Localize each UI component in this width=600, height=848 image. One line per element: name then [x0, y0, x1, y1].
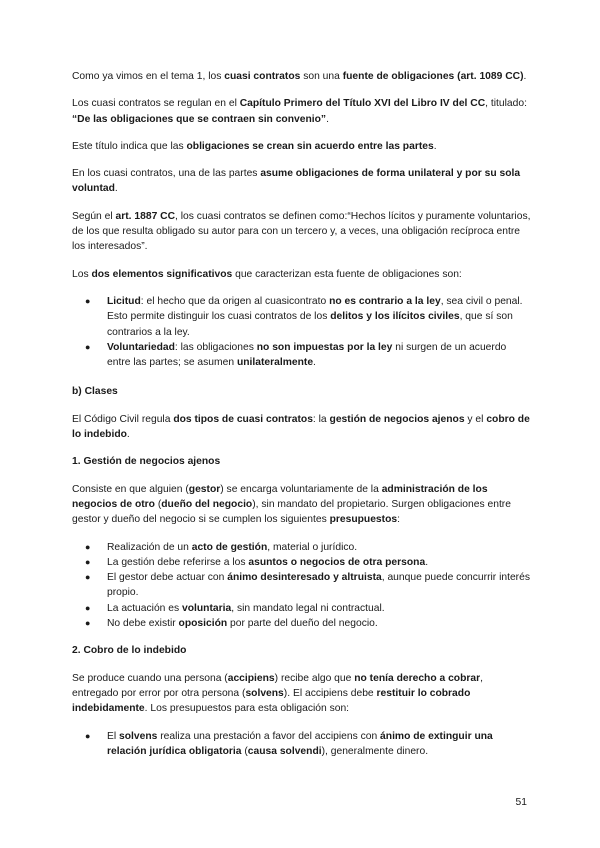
text-bold: “De las obligaciones que se contraen sin convenio”	[72, 113, 327, 125]
bullet-icon: ●	[85, 295, 91, 306]
text-run: , que sí son contrarios a la ley.	[107, 311, 513, 338]
bullet-icon: ●	[85, 618, 91, 629]
text-run: : las obligaciones	[174, 341, 257, 353]
text-run: El Código Civil regula	[72, 413, 174, 425]
presupuestos-list	[72, 540, 532, 632]
list-item	[85, 294, 532, 340]
heading-text: b) Clases	[72, 386, 118, 398]
text-bold: dos tipos de cuasi contratos	[173, 413, 313, 425]
text-run: (	[241, 745, 248, 757]
text-bold: voluntaria	[182, 602, 232, 614]
text-bold: oposición	[178, 618, 228, 630]
text-bold: asuntos o negocios de otra persona	[248, 556, 426, 568]
text-bold: solvens	[119, 730, 158, 742]
text-bold: unilateralmente	[236, 357, 314, 369]
text-bold: gestión de negocios ajenos	[329, 413, 465, 425]
text-run: En los cuasi contratos, una de las partes	[72, 168, 261, 180]
text-bold: restituir lo cobrado indebidamente	[72, 687, 471, 715]
text-run: , los cuasi contratos se definen como:“Hechos lícitos y puramente voluntarios, de los que resulta obligado su autor para con un tercero y, a veces, una obligación recíproca entre los interesados”.	[72, 210, 531, 253]
text-run: ) se encarga voluntariamente de la	[220, 483, 382, 495]
list-item	[85, 555, 532, 570]
paragraph-title-meaning	[72, 139, 532, 154]
text-run: y el	[464, 413, 487, 425]
list-item	[85, 540, 532, 555]
text-bold: presupuestos	[329, 514, 398, 526]
subsection-heading	[72, 454, 532, 469]
text-bold: no tenía derecho a cobrar	[354, 672, 481, 684]
list-item	[85, 601, 532, 616]
text-run: que caracterizan esta fuente de obligaciones son:	[232, 268, 462, 280]
text-run: .	[114, 183, 118, 195]
text-run: :	[397, 514, 400, 526]
heading-text: 2. Cobro de lo indebido	[72, 645, 187, 657]
page-number: 51	[515, 797, 527, 808]
text-run: .	[126, 429, 130, 441]
text-run: .	[523, 71, 527, 82]
text-bold: cobro de lo indebido	[72, 413, 530, 441]
text-run: , titulado:	[485, 98, 527, 110]
text-run: son una	[300, 71, 343, 82]
bullet-icon: ●	[85, 556, 91, 567]
text-bold: solvens	[245, 687, 284, 699]
text-run: , material o jurídico.	[267, 541, 358, 553]
text-run: .	[326, 113, 329, 125]
text-run: , entregado por error por otra persona (	[72, 672, 483, 699]
text-bold: no son impuestas por la ley	[256, 341, 393, 353]
text-run: La actuación es	[107, 602, 182, 614]
text-run: ) recibe algo que	[274, 672, 355, 684]
text-bold: Voluntariedad	[107, 341, 175, 353]
bullet-icon: ●	[85, 730, 91, 741]
text-run: Los	[72, 268, 92, 280]
text-run: No debe existir	[107, 618, 179, 630]
text-run: .	[425, 556, 429, 568]
paragraph-regulation	[72, 96, 532, 127]
text-bold: delitos y los ilícitos civiles	[330, 311, 460, 323]
text-run: Este título indica que las	[72, 140, 187, 152]
subsection-heading	[72, 643, 532, 658]
text-bold: acto de gestión	[191, 541, 268, 553]
text-run: ). El accipiens debe	[283, 687, 377, 699]
text-bold: ánimo desinteresado y altruista	[227, 572, 382, 584]
text-run: Según el	[72, 210, 116, 222]
list-item	[85, 570, 532, 601]
text-run: por parte del dueño del negocio.	[227, 618, 378, 630]
text-bold: administración de los negocios de otro	[72, 483, 488, 510]
text-bold: accipiens	[227, 672, 275, 684]
text-bold: cuasi contratos	[224, 71, 301, 82]
text-run: Se produce cuando una persona (	[72, 672, 228, 684]
text-run: Consiste en que alguien (	[72, 483, 189, 495]
text-run: El gestor debe actuar con	[107, 572, 228, 584]
text-bold: causa solvendi	[247, 745, 322, 757]
text-run: .	[313, 357, 316, 369]
text-run: La gestión debe referirse a los	[107, 556, 249, 568]
text-run: Como ya vimos en el tema 1, los	[72, 71, 225, 82]
paragraph-cobro	[72, 671, 532, 717]
text-bold: asume obligaciones de forma unilateral y por su sola voluntad	[72, 168, 521, 195]
text-bold: obligaciones se crean sin acuerdo entre las partes	[186, 140, 434, 152]
text-run: , sin mandato legal ni contractual.	[231, 602, 385, 614]
list-item	[85, 340, 532, 371]
text-run: Los cuasi contratos se regulan en el	[72, 98, 240, 110]
list-item	[85, 616, 532, 631]
text-bold: ánimo de extinguir una relación jurídica obligatoria	[107, 730, 493, 757]
paragraph-types	[72, 412, 532, 443]
text-bold: Capítulo Primero del Título XVI del Libro IV del CC	[239, 98, 486, 110]
elements-list	[72, 294, 532, 370]
text-run: , aunque puede concurrir interés propio.	[107, 572, 530, 599]
paragraph-elements	[72, 267, 532, 282]
text-bold: art. 1887 CC	[115, 210, 176, 222]
text-run: , sea civil o penal. Esto permite distinguir los cuasi contratos de los	[107, 295, 523, 323]
text-run: . Los presupuestos para esta obligación son:	[144, 703, 350, 715]
text-run: .	[433, 140, 437, 152]
text-run: ni surgen de un acuerdo entre las partes; se asumen	[107, 341, 507, 369]
bullet-icon: ●	[85, 602, 91, 613]
text-bold: fuente de obligaciones (art. 1089 CC)	[342, 71, 524, 82]
paragraph-intro	[72, 69, 532, 84]
document-body	[72, 69, 532, 759]
text-bold: gestor	[188, 483, 221, 495]
list-item	[85, 729, 532, 760]
text-bold: Licitud	[107, 295, 141, 307]
paragraph-definition	[72, 209, 532, 255]
cobro-list	[72, 729, 532, 760]
text-run: Realización de un	[107, 541, 192, 553]
paragraph-gestion	[72, 482, 532, 528]
bullet-icon: ●	[85, 541, 91, 552]
section-heading	[72, 384, 532, 399]
text-run: El	[107, 730, 120, 742]
bullet-icon: ●	[85, 341, 91, 352]
heading-text: 1. Gestión de negocios ajenos	[72, 456, 221, 468]
text-run: ), generalmente dinero.	[321, 745, 429, 757]
text-run: : el hecho que da origen al cuasicontrato	[140, 295, 330, 307]
text-run: ), sin mandato del propietario. Surgen obligaciones entre gestor y dueño del negocio si se cumplen los siguientes	[72, 498, 511, 526]
text-bold: dueño del negocio	[161, 498, 253, 510]
text-run: : la	[312, 413, 330, 425]
text-bold: dos elementos significativos	[91, 268, 233, 280]
text-run: (	[154, 498, 162, 510]
text-run: realiza una prestación a favor del accipiens con	[157, 730, 381, 742]
paragraph-unilateral	[72, 166, 532, 197]
bullet-icon: ●	[85, 572, 91, 583]
text-bold: no es contrario a la ley	[329, 295, 441, 307]
